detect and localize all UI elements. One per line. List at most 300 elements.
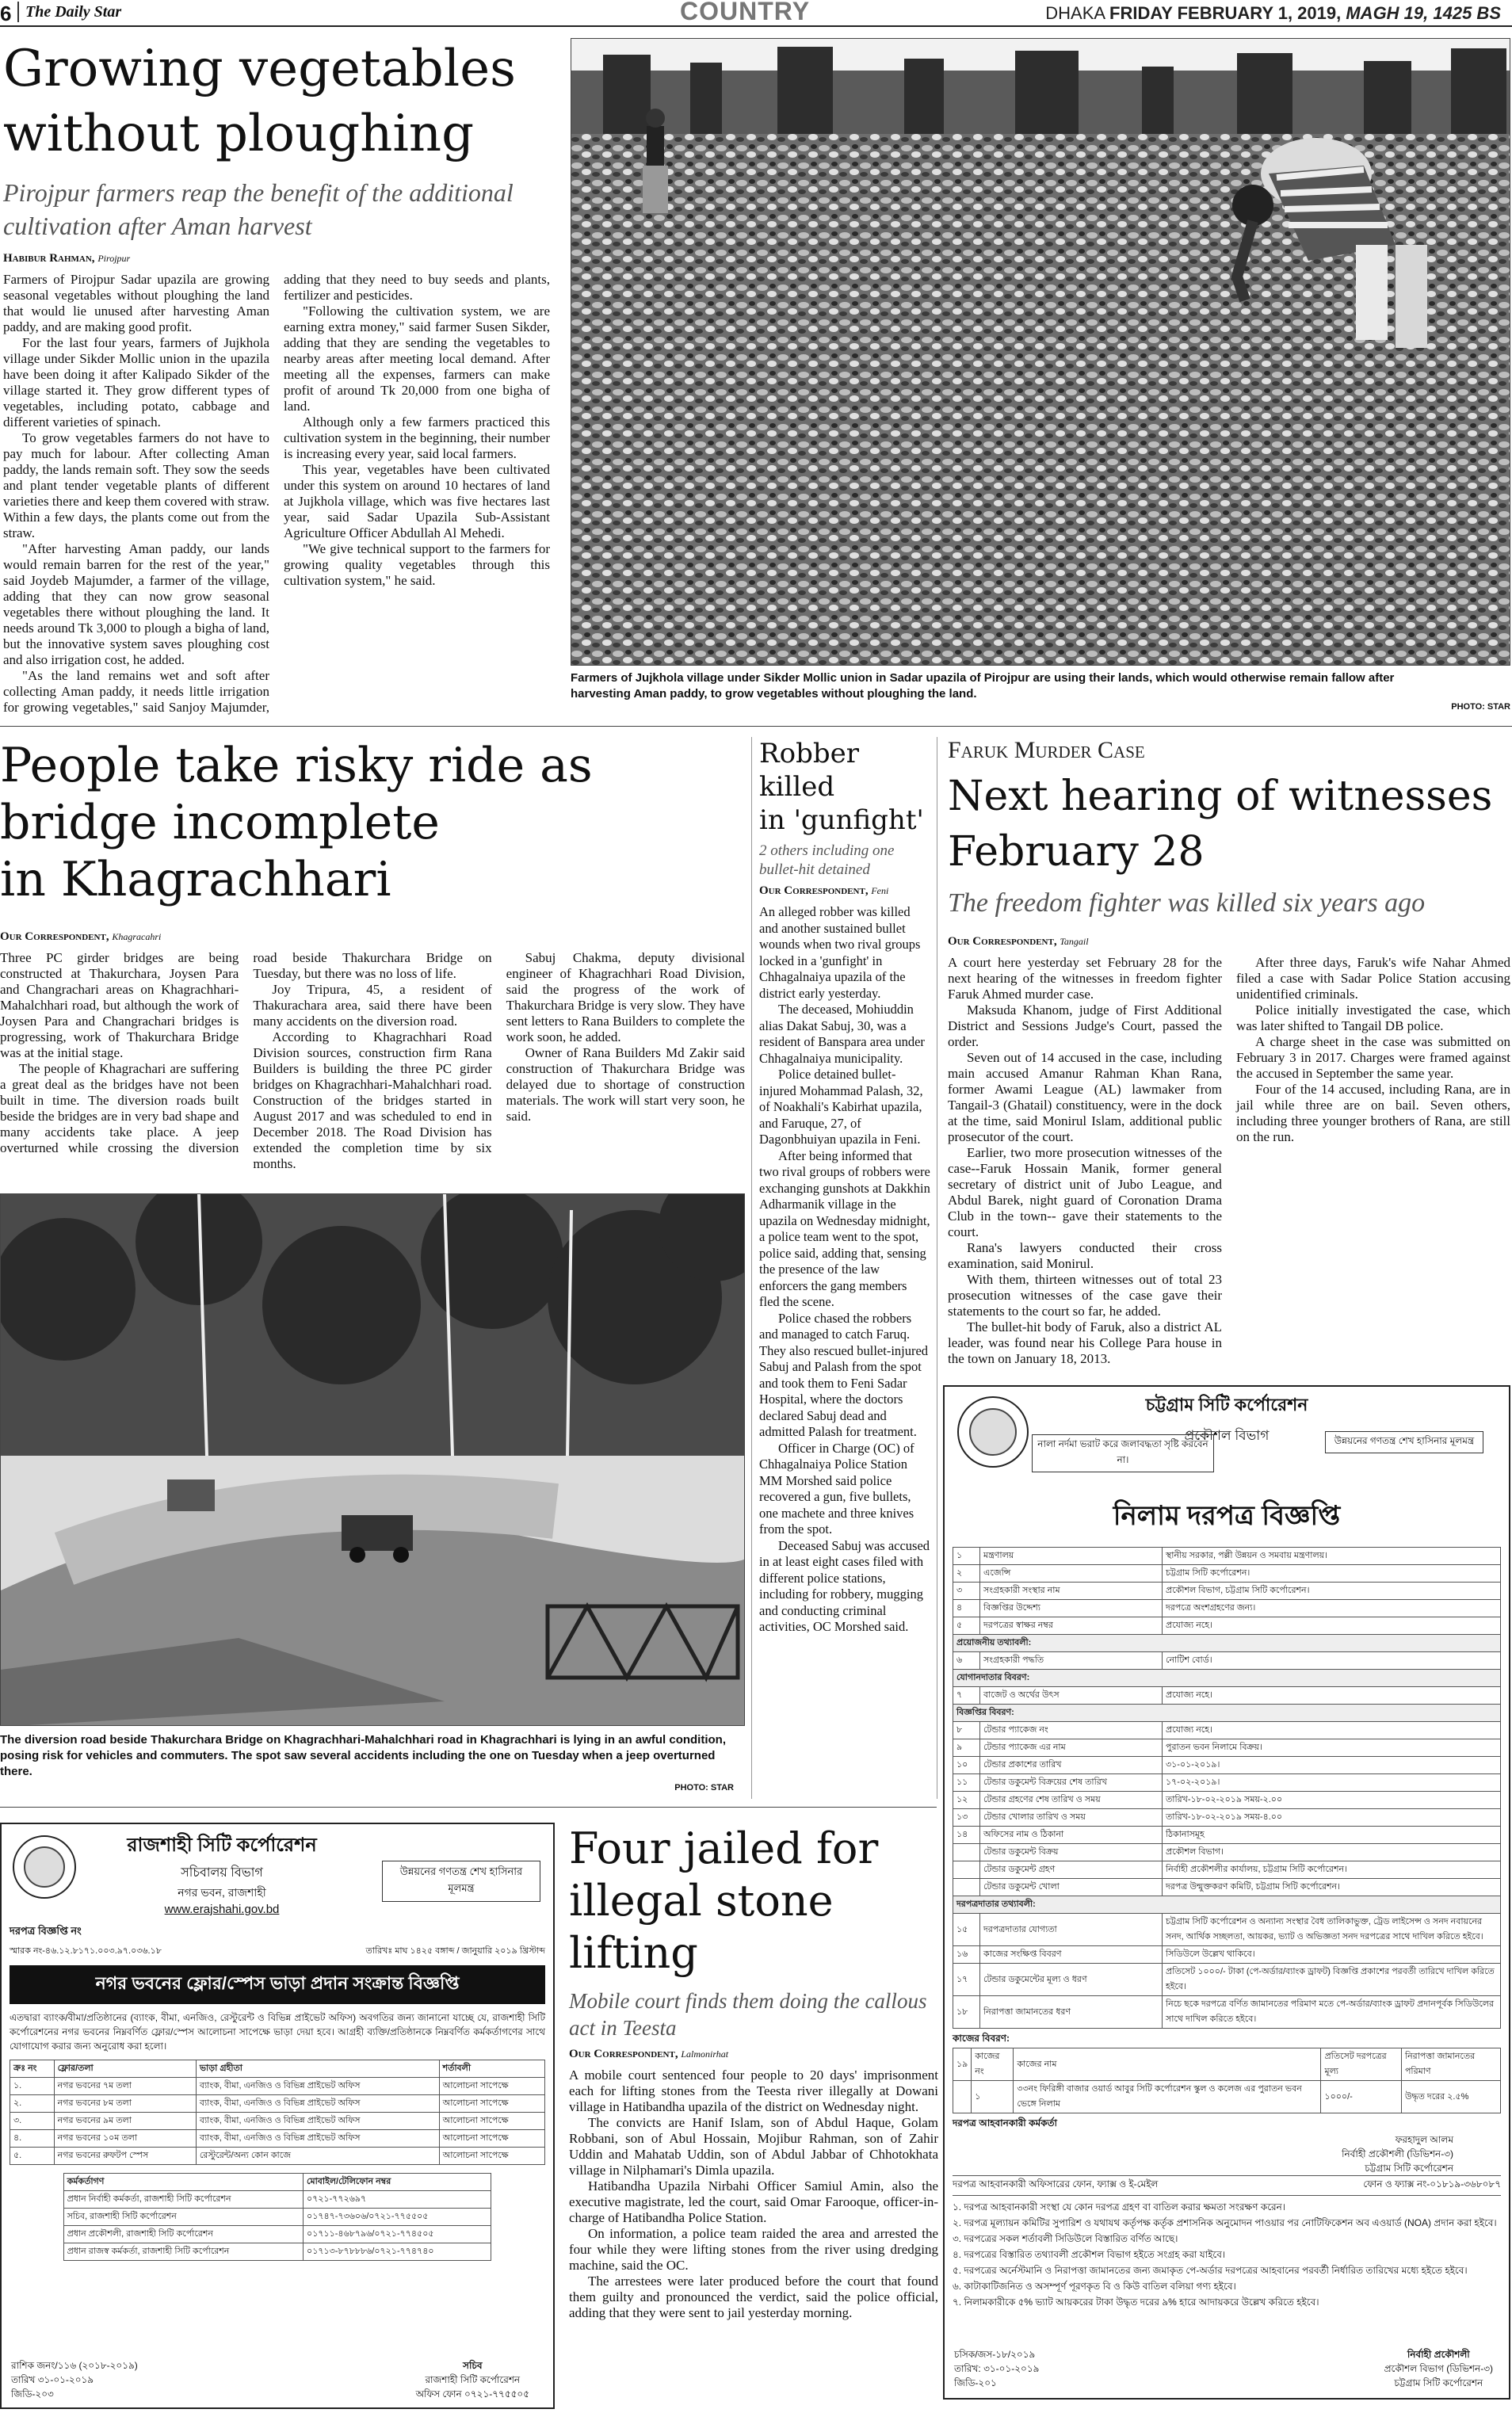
diversion-road-photo [0, 1193, 745, 1726]
story4-headline [948, 769, 1510, 880]
table-cell: নির্বাহী প্রকৌশলীর কার্যালয়, চট্টগ্রাম সিটি কর্পোরেশন। [1163, 1861, 1501, 1879]
ctg-officer-name: ফরহাদুল আলম [1395, 2134, 1453, 2145]
rcc-contact-table [63, 2173, 492, 2261]
table-row [953, 1996, 1501, 2029]
table-cell: সংগ্রহকারী পদ্ধতি [980, 1652, 1163, 1670]
table-cell: টেন্ডার ডকুমেন্টের মূল্য ও ধরণ [980, 1964, 1163, 1996]
table-cell: ১৭-০২-২০১৯। [1163, 1774, 1501, 1792]
story2-body [0, 930, 745, 1184]
condition-item: ২. দরপত্র মূল্যায়ন কমিটির সুপারিশ ও যথাযথ কর্তৃপক্ষ কর্তৃক প্রশাসনিক অনুমোদন পাওয়ার পর নোটিফিকেশন অব এওয়ার্ড (NOA) প্রদান করা হইবে। [953, 2217, 1497, 2228]
paragraph: A charge sheet in the case was submitted on February 3 in 2017. Charges were framed against the accused in September the same year. [1236, 1034, 1510, 1081]
table-row [63, 2243, 491, 2261]
ctg-section-g: দরপত্র আহবানকারী কর্মকর্তা [953, 2117, 1058, 2129]
table-row [953, 1809, 1501, 1827]
table-cell: প্রযোজ্য নহে। [1163, 1687, 1501, 1705]
table-cell: আলোচনা সাপেক্ষে [439, 2130, 544, 2148]
ctg-section-f: কাজের বিবরণ: [953, 2033, 1010, 2044]
rcc-date-bn: মাঘ ১৪২৫ বঙ্গাব্দ [395, 1946, 455, 1956]
table-cell [953, 1879, 980, 1896]
table-cell: ০১৭১৩-৮৭৮৮৮৬/০৭২১-৭৭৪৭৪০ [304, 2243, 491, 2261]
table-cell: চট্টগ্রাম সিটি কর্পোরেশন ও অন্যান্য সংস্থার বৈধ তালিকাভুক্ত, ট্রেড লাইসেন্স ও সনদ নবায়নের সনদ, আর্থিক সচ্ছলতা, আয়কর, ভ্যাট ও অভিজ্ঞতা সনদ দরপত্রের সাথে দাখিল করিতে হইবে। [1163, 1914, 1501, 1946]
table-cell: ৪. [10, 2130, 55, 2148]
page-number: 6 [0, 2, 12, 25]
ctg-title: নিলাম দরপত্র বিজ্ঞপ্তি [1113, 1501, 1341, 1531]
rcc-sign-org: রাজশাহী সিটি কর্পোরেশন [425, 2374, 521, 2385]
table-cell: কাজের নাম [1014, 2048, 1321, 2081]
ctg-section-e: দরপত্রদাতার তথ্যাবলী: [953, 1896, 1501, 1914]
ctg-info-table [953, 1547, 1501, 2029]
story3-headline [759, 737, 930, 837]
condition-item: ৬. কাটাকাটিজনিত ও অসম্পূর্ণ পূরণকৃত বি ও কিউ বাতিল বলিয়া গণ্য হইবে। [953, 2281, 1236, 2292]
rcc-footer-left [11, 2358, 138, 2401]
table-cell: স্থানীয় সরকার, পল্লী উন্নয়ন ও সমবায় মন্ত্রণালয়। [1163, 1548, 1501, 1565]
paragraph: The convicts are Hanif Islam, son of Abdul Haque, Golam Robbani, son of Abul Hossain, Mojibur Rahman, son of Zahir Uddin and Mahatab Uddin, son of Abdul Jabbar of Chhotokhata village in Nilphamari's Dimla upazila. [569, 2115, 938, 2178]
table-cell: ব্যাংক, বীমা, এনজিও ও বিভিন্ন প্রাইভেট অফিস [196, 2130, 439, 2148]
table-cell: এজেন্সি [980, 1565, 1163, 1583]
table-cell: ২. [10, 2095, 55, 2113]
table-cell: ক্রঃ নং [10, 2060, 55, 2078]
paragraph: Police chased the robbers and managed to catch Faruq. They also rescued bullet-injured Sabuj and Palash from the spot and took them to Feni Sadar Hospital, where the doctors declared Sabuj dead and admitted Palash for treatment. [759, 1310, 929, 1439]
table-cell: আলোচনা সাপেক্ষে [439, 2078, 544, 2095]
table-cell: মন্ত্রণালয় [980, 1548, 1163, 1565]
ctg-slogan-right: উন্নয়নের গণতন্ত্র শেখ হাসিনার মূলমন্ত্র [1325, 1431, 1483, 1453]
story4-byline: Our Correspondent, Tangail [948, 935, 1089, 948]
table-cell: টেন্ডার খোলার তারিখ ও সময় [980, 1809, 1163, 1827]
story1-headline-line1: Growing vegetables [3, 40, 516, 98]
table-cell [953, 1861, 980, 1879]
table-row [10, 2130, 545, 2148]
bottom-section-rule [0, 1807, 937, 1808]
story3-byline-place: Feni [871, 885, 889, 896]
rcc-signature [416, 2358, 529, 2401]
table-cell: নগর ভবনের ৮ম তলা [54, 2095, 196, 2113]
table-cell: ০১৭১১-৪৬৮৭৯৬/০৭২১-৭৭৪৫০৫ [304, 2226, 491, 2243]
table-cell: নগর ভবনের রুফটপ স্পেস [54, 2148, 196, 2165]
paragraph: A mobile court sentenced four people to 20 days' imprisonment each for lifting stones from the Teesta river illegally at Dowani village in Hatibandha upazila of the district on Wednesday night. [569, 2067, 938, 2114]
ctg-officer-phone: ফোন ও ফ্যাক্স নং-০১৮১৯-৩৬৮০৮৭ [1363, 2178, 1501, 2190]
story4-text [948, 955, 1510, 1375]
paragraph: This year, vegetables have been cultivated under this system on around 10 hectares of land at Jujkhola village, which was five hectares last year, said Sadar Upazila Sub-Assistant Agriculture Officer Abdullah Al Mehedi. [284, 462, 550, 540]
table-row [953, 1946, 1501, 1964]
paragraph: An alleged robber was killed and another sustained bullet wounds when two rival groups locked in a 'gunfight' in Chhagalnaiya upazila of the district early yesterday. [759, 904, 921, 1001]
rcc-org: রাজশাহী সিটি কর্পোরেশন [127, 1835, 317, 1856]
table-cell: দরপত্রে অংশগ্রহণের জন্য। [1163, 1600, 1501, 1617]
ctg-conditions [953, 2199, 1501, 2310]
paragraph: "Following the cultivation system, we are earning extra money," said farmer Susen Sikder, adding that they are sending the vegetables to nearby areas after meeting local demand. After meeting all the expenses, farmers can make profit of around Tk 20,000 from one bigha of land. [284, 304, 550, 414]
table-row [10, 2095, 545, 2113]
table-row [10, 2113, 545, 2130]
condition-item: ৭. নিলামকারীকে ৫% ভ্যাট আয়করের টাকা উদ্ধৃত দরের ৯% হারে আদায়করে উল্লেখ করিতে হইবে। [953, 2297, 1319, 2308]
masthead [0, 0, 1512, 25]
table-cell: সংগ্রহকারী সংস্থার নাম [980, 1583, 1163, 1600]
table-cell: ৩ [953, 1583, 980, 1600]
paragraph: A court here yesterday set February 28 for the next hearing of the witnesses in freedom fighter Faruk Ahmed murder case. [948, 955, 1222, 1002]
table-cell: টেন্ডার ডকুমেন্ট বিক্রয় [980, 1844, 1163, 1861]
table-cell: ১১ [953, 1774, 980, 1792]
table-row [953, 1565, 1501, 1583]
paragraph: Maksuda Khanom, judge of First Additional District and Sessions Judge's Court, passed the order. [948, 1002, 1222, 1049]
rcc-floor-table [10, 2060, 545, 2165]
ctg-footer-left [954, 2347, 1039, 2390]
ctg-signature [1384, 2347, 1493, 2390]
table-cell: ফ্লোর/তলা [54, 2060, 196, 2078]
story4-headline-line1: Next hearing of witnesses [948, 773, 1493, 820]
table-cell: চট্টগ্রাম সিটি কর্পোরেশন। [1163, 1565, 1501, 1583]
table-cell: ৬ [953, 1652, 980, 1670]
masthead-divider [17, 2, 19, 22]
table-cell: সচিব, রাজশাহী সিটি কর্পোরেশন [63, 2209, 303, 2226]
story3-headline-line2: in 'gunfight' [759, 804, 924, 836]
table-row [63, 2191, 491, 2209]
table-cell: ব্যাংক, বীমা, এনজিও ও বিভিন্ন প্রাইভেট অফিস [196, 2078, 439, 2095]
paragraph: To grow vegetables farmers do not have to pay much for labour. After collecting Aman paddy, the lands remain soft. They sow the seeds and plant tender vegetable plants of different varieties there and keep them covered with straw. Within a few days, the plants come out from the straw. [3, 430, 269, 540]
story2-headline-line1: People take risky ride as [0, 738, 593, 793]
section-label: COUNTRY [680, 0, 811, 25]
table-cell: টেন্ডার ডকুমেন্ট বিক্রয়ের শেষ তারিখ [980, 1774, 1163, 1792]
table-cell: প্রযোজ্য নহে। [1163, 1617, 1501, 1635]
table-cell: বাজেট ও অর্থের উৎস [980, 1687, 1163, 1705]
ctg-officer-phone-label: দরপত্র আহবানকারী অফিসারের ফোন, ফ্যাক্স ও ই-মেইল [953, 2178, 1159, 2190]
paragraph: Officer in Charge (OC) of Chhagalnaiya Police Station MM Morshed said police recovered a gun, five bullets, one machete and three knives from the spot. [759, 1440, 914, 1537]
paragraph: Seven out of 14 accused in the case, including main accused Amanur Rahman Khan Rana, former Awami League (AL) lawmaker from Tangail-3 (Ghatail) constituency, were in the dock at the time, said Monirul Islam, additional public prosecutor of the court. [948, 1050, 1222, 1144]
story4-byline-place: Tangail [1060, 936, 1089, 947]
story1-credit: PHOTO: STAR [1451, 702, 1510, 712]
table-row [953, 1583, 1501, 1600]
story3-byline: Our Correspondent, Feni [759, 884, 889, 897]
table-cell: কাজের নং [972, 2048, 1014, 2081]
story3 [759, 737, 930, 1636]
table-row [953, 1548, 1501, 1565]
table-cell: অফিসের নাম ও ঠিকানা [980, 1827, 1163, 1844]
story4-body [948, 935, 1510, 1379]
table-cell: টেন্ডার ডকুমেন্ট খোলা [980, 1879, 1163, 1896]
table-row [953, 1879, 1501, 1896]
table-cell: ১ [972, 2081, 1014, 2113]
story2-story3-rule [751, 737, 752, 1799]
table-cell: উদ্ধৃত দরের ২.৫% [1401, 2081, 1500, 2113]
table-cell: ঠিকানাসমূহ [1163, 1827, 1501, 1844]
table-cell: আলোচনা সাপেক্ষে [439, 2095, 544, 2113]
rajshahi-notice-ad [0, 1823, 555, 2409]
story5-byline-place: Lalmonirhat [681, 2048, 729, 2060]
story1-byline-place: Pirojpur [97, 253, 131, 264]
table-row [953, 1844, 1501, 1861]
story2-headline-line2: bridge incomplete [0, 795, 440, 850]
table-row [953, 1739, 1501, 1757]
rcc-footer-date: তারিখ ৩১-০১-২০১৯ [11, 2374, 94, 2385]
table-row [953, 1861, 1501, 1879]
ctg-sign-div: প্রকৌশল বিভাগ (ডিভিশন-৩) [1384, 2363, 1493, 2374]
table-cell: প্রতিসেট দরপত্রের মূল্য [1321, 2048, 1402, 2081]
table-row [953, 1600, 1501, 1617]
field-illustration [571, 39, 1510, 666]
rcc-website-link[interactable]: www.erajshahi.gov.bd [164, 1903, 280, 1916]
table-row [953, 1687, 1501, 1705]
table-cell: দরপত্রদাতার যোগ্যতা [980, 1914, 1163, 1946]
paragraph: After three days, Faruk's wife Nahar Ahmed filed a case with Sadar Police Station accusing unidentified criminals. [1236, 955, 1510, 1002]
rcc-date-label: তারিখঃ [365, 1946, 393, 1956]
rajshahi-seal-icon [13, 1835, 76, 1899]
table-cell: ৫. [10, 2148, 55, 2165]
table-row [953, 1757, 1501, 1774]
table-cell: ১৪ [953, 1827, 980, 1844]
paper-name: The Daily Star [25, 3, 122, 21]
table-cell: নগর ভবনের ১০ম তলা [54, 2130, 196, 2148]
chattogram-tender-ad [943, 1385, 1510, 2400]
paragraph: Farmers of Pirojpur Sadar upazila are growing seasonal vegetables without ploughing the land that would lie unused after harvesting Aman paddy, and are making good profit. [3, 272, 269, 334]
story1-text [3, 272, 550, 716]
chattogram-seal-icon [957, 1396, 1029, 1468]
paragraph: The bullet-hit body of Faruk, also a district AL leader, was found near his College Para house in the town on January 18, 2013. [948, 1319, 1222, 1366]
paragraph: After being informed that two rival groups of robbers were exchanging gunshots at Dakkhin Adharmanik village in the upazila on Wednesday midnight, a police team went to the spot, police said, adding that, sensing the presence of the law enforcers the gang members fled the scene. [759, 1147, 930, 1309]
ctg-officer-contact [953, 2175, 1501, 2196]
rcc-dept: সচিবালয় বিভাগ [181, 1866, 263, 1880]
paragraph: "We give technical support to the farmers for growing quality vegetables through this cultivation system," he said. [284, 541, 550, 588]
table-cell: ১০ [953, 1757, 980, 1774]
table-cell: আলোচনা সাপেক্ষে [439, 2148, 544, 2165]
ctg-footer-date: তারিখ: ৩১-০১-২০১৯ [954, 2363, 1040, 2374]
rcc-footer-gd: জিডি-২০৩ [11, 2388, 54, 2400]
table-cell: প্রতিসেট ১০০০/- টাকা (পে-অর্ডার/ব্যাংক ড্রাফট) বিজ্ঞপ্তি প্রকাশের পরবর্তী তারিখে দাখিল করিতে হইবে। [1163, 1964, 1501, 1996]
table-cell: নগর ভবনের ৭ম তলা [54, 2078, 196, 2095]
story4-kicker: Faruk Murder Case [948, 737, 1145, 763]
table-row [953, 1722, 1501, 1739]
table-row [953, 1827, 1501, 1844]
table-cell: ১০০০/- [1321, 2081, 1402, 2113]
rcc-address: নগর ভবন, রাজশাহী [178, 1886, 266, 1899]
table-cell: দরপত্র উন্মুক্তকরণ কমিটি, চট্টগ্রাম সিটি কর্পোরেশন। [1163, 1879, 1501, 1896]
road-illustration [1, 1194, 745, 1726]
condition-item: ৩. দরপত্রের সকল শর্তাবলী সিডিউলে বিস্তারিত বর্ণিত আছে। [953, 2233, 1178, 2244]
table-cell: টেন্ডার প্যাকেজ এর নাম [980, 1739, 1163, 1757]
table-cell: নোটিশ বোর্ড। [1163, 1652, 1501, 1670]
story1-body [3, 252, 550, 720]
table-row [953, 1617, 1501, 1635]
table-cell: ব্যাংক, বীমা, এনজিও ও বিভিন্ন প্রাইভেট অফিস [196, 2113, 439, 2130]
story1-headline [3, 36, 558, 166]
table-cell: নিরাপত্তা জামানতের পরিমাণ [1401, 2048, 1500, 2081]
table-cell: প্রধান রাজস্ব কর্মকর্তা, রাজশাহী সিটি কর্পোরেশন [63, 2243, 303, 2261]
story5-headline-line2: illegal stone [569, 1876, 834, 1926]
paragraph: Three PC girder bridges are being constructed at Thakurchara, Joysen Para and Changrachari areas on Khagrachhari-Mahalchhari road, but although the work of Joysen Para and Changrachari bridges is progressing, work of Thakurchara Bridge was at the initial stage. [0, 950, 239, 1060]
paragraph: "After harvesting Aman paddy, our lands would remain barren for the rest of the year," said Joydeb Majumder, a farmer of the village, adding that they can now grow seasonal vegetables there without ploughing the land. It needs around Tk 3,000 to plough a bigha of land, but the innovative system saves ploughing cost and also irrigation cost, he added. [3, 541, 269, 667]
table-cell: ভাড়া গ্রহীতা [196, 2060, 439, 2078]
table-row [10, 2078, 545, 2095]
ctg-work-table [953, 2048, 1501, 2113]
table-cell: ০৭২১-৭৭২৬৯৭ [304, 2191, 491, 2209]
table-cell: ১২ [953, 1792, 980, 1809]
table-cell [953, 1844, 980, 1861]
ctg-officer-title: নির্বাহী প্রকৌশলী (ডিভিশন-৩) [1342, 2148, 1453, 2159]
table-cell: ১ [953, 1548, 980, 1565]
table-row [953, 1774, 1501, 1792]
paragraph: Police initially investigated the case, which was later shifted to Tangail DB police. [1236, 1002, 1510, 1033]
table-cell: ৩. [10, 2113, 55, 2130]
table-cell: ৩৩নং ফিরিঙ্গী বাজার ওয়ার্ড আবুর সিটি কর্পোরেশন স্কুল ও কলেজ এর পুরাতন ভবন ভেঙ্গে নিলাম [1014, 2081, 1321, 2113]
story4-headline-line2: February 28 [948, 828, 1205, 876]
condition-item: ১. দরপত্র আহবানকারী সংস্থা যে কোন দরপত্র গ্রহণ বা বাতিল করার ক্ষমতা সংরক্ষণ করেন। [953, 2201, 1286, 2213]
table-cell: কর্মকর্তাগণ [63, 2174, 303, 2191]
dateline-bangla: MAGH 19, 1425 BS [1346, 3, 1501, 23]
paragraph: For the last four years, farmers of Jujkhola village under Sikder Mollic union in the upazila have been doing it after Kalipado Sikder of the village started it. They grow different types of vegetables, including potato, cabbage and different varieties of spinach. [3, 335, 269, 430]
table-cell: রেস্টুরেন্ট/অন্য কোন কাজে [196, 2148, 439, 2165]
table-cell: আলোচনা সাপেক্ষে [439, 2113, 544, 2130]
rcc-notice-no: দরপত্র বিজ্ঞপ্তি নং [10, 1925, 82, 1937]
rcc-memo-row: স্মারক নং-৪৬.১২.৮১৭১.০০৩.৯৭.০৩৬.১৮ তারিখঃ মাঘ ১৪২৫ বঙ্গাব্দ / জানুয়ারি ২০১৯ খ্রিস্টাব্দ [10, 1944, 545, 1959]
masthead-rule [0, 25, 1512, 27]
table-row [63, 2226, 491, 2243]
top-section-rule [0, 726, 1512, 727]
paragraph: Police detained bullet-injured Mohammad Palash, 32, of Noakhali's Kabirhat upazila, and Faruque, 27, of Dagonbhuiyan upazila in Feni. [759, 1067, 923, 1147]
ctg-section-d: বিজ্ঞপ্তির বিবরণ: [953, 1705, 1501, 1722]
rcc-memo: স্মারক নং-৪৬.১২.৮১৭১.০০৩.৯৭.০৩৬.১৮ [10, 1946, 162, 1956]
condition-item: ৪. দরপত্রের বিস্তারিত তথ্যাবলী প্রকৌশল বিভাগ হইতে সংগ্রহ করা যাইবে। [953, 2249, 1226, 2260]
table-cell: নিরাপত্তা জামানতের ধরণ [980, 1996, 1163, 2029]
table-cell: ৪ [953, 1600, 980, 1617]
paragraph: Owner of Rana Builders Md Zakir said construction of Thakurchara Bridge was delayed due to shortage of construction materials. The work will start very soon, he said. [506, 1045, 745, 1124]
paragraph: The deceased, Mohiuddin alias Dakat Sabuj, 30, was a resident of Banspara area under Chhagalnaiya municipality. [759, 1002, 925, 1066]
table-row [953, 1652, 1501, 1670]
table-cell: পুরাতন ভবন নিলামে বিক্রয়। [1163, 1739, 1501, 1757]
table-cell: ব্যাংক, বীমা, এনজিও ও বিভিন্ন প্রাইভেট অফিস [196, 2095, 439, 2113]
table-cell: ৩১-০১-২০১৯। [1163, 1757, 1501, 1774]
paragraph: According to Khagrachhari Road Division sources, construction firm Rana Builders is building the three PC girder bridges on Khagrachhari-Mahalchhari road. Construction of the bridges started in August 2017 and was scheduled to end in December 2018. The Road Division has extended the completion time by six months. [253, 1029, 492, 1171]
table-cell: ১৭ [953, 1964, 980, 1996]
table-cell: ০১৭৪৭-৭৩৬০৬/০৭২১-৭৭৫৫০৫ [304, 2209, 491, 2226]
table-row [10, 2148, 545, 2165]
ctg-sign-title: নির্বাহী প্রকৌশলী [1407, 2349, 1470, 2360]
condition-item: ৫. দরপত্রের অর্নেস্টমানি ও নিরাপত্তা জামানতের জন্য জমাকৃত পে-অর্ডার দরপত্রের আহবানের পরবর্তী নির্ধারিত তারিখের মধ্যে হইতে হইবে। [953, 2265, 1468, 2276]
ctg-org: চট্টগ্রাম সিটি কর্পোরেশন [1145, 1395, 1308, 1415]
table-cell: সিডিউলে উল্লেখ থাকিবে। [1163, 1946, 1501, 1964]
story4-deck: The freedom fighter was killed six years ago [948, 888, 1426, 918]
table-cell: মোবাইল/টেলিফোন নম্বর [304, 2174, 491, 2191]
table-cell: নিচে ছকে দরপত্রে বর্ণিত জামানতের পরিমাণ মতে পে-অর্ডার/ব্যাংক ড্রাফট প্রদানপূর্বক সিডিউলের সাথে দাখিল করিতে হইবে। [1163, 1996, 1501, 2029]
table-cell: দরপত্রের স্বাক্ষর নম্বর [980, 1617, 1163, 1635]
table-cell: প্রকৌশল বিভাগ, চট্টগ্রাম সিটি কর্পোরেশন। [1163, 1583, 1501, 1600]
table-cell: ৯ [953, 1739, 980, 1757]
story2-text [0, 950, 745, 1182]
story2-headline [0, 737, 745, 908]
story2-byline-place: Khagracahri [112, 931, 162, 942]
table-cell: প্রধান প্রকৌশলী, রাজশাহী সিটি কর্পোরেশন [63, 2226, 303, 2243]
table-row [953, 1914, 1501, 1946]
rcc-footer-ref: রাশিক জনং/১১৬ (২০১৮-২০১৯) [11, 2360, 138, 2371]
table-cell: ১. [10, 2078, 55, 2095]
paragraph: Deceased Sabuj was accused in at least eight cases filed with different police stations, including for robbery, mugging and conducting criminal activities, OC Morshed said. [759, 1537, 930, 1634]
ctg-officer-org: চট্টগ্রাম সিটি কর্পোরেশন [1365, 2163, 1453, 2174]
story1-caption: Farmers of Jujkhola village under Sikder Mollic union in Sadar upazila of Pirojpur are using their lands, which would otherwise remain fallow after harvesting Aman paddy, to grow vegetables without ploughing the land. [571, 671, 1395, 701]
vegetable-field-photo [571, 38, 1510, 666]
rcc-sign-phone: অফিস ফোন ০৭২১-৭৭৫৫০৫ [415, 2388, 529, 2400]
table-cell: বিজ্ঞপ্তির উদ্দেশ্য [980, 1600, 1163, 1617]
story2-credit: PHOTO: STAR [674, 1783, 734, 1793]
table-cell: প্রধান নির্বাহী কর্মকর্তা, রাজশাহী সিটি কর্পোরেশন [63, 2191, 303, 2209]
rcc-title: নগর ভবনের ফ্লোর/স্পেস ভাড়া প্রদান সংক্রান্ত বিজ্ঞপ্তি [10, 1965, 545, 2004]
table-row [63, 2209, 491, 2226]
table-cell: প্রযোজ্য নহে। [1163, 1722, 1501, 1739]
story5 [569, 1823, 938, 2321]
ctg-sign-org: চট্টগ্রাম সিটি কর্পোরেশন [1394, 2377, 1483, 2388]
ctg-slogan-left: নালা নর্দমা ভরাট করে জলাবদ্ধতা সৃষ্টি করবেন না। [1032, 1434, 1214, 1472]
story2-caption: The diversion road beside Thakurchara Bridge on Khagrachhari-Mahalchhari road in Khagrachhari is lying in an awful condition, posing risk for vehicles and commuters. The spot saw several accidents including the one on Tuesday when a jeep overturned there. [0, 1733, 727, 1778]
table-cell: ৭ [953, 1687, 980, 1705]
table-cell: ১৩ [953, 1809, 980, 1827]
story2-byline: Our Correspondent, Khagracahri [0, 930, 162, 943]
table-cell: কাজের সংক্ষিপ্ত বিবরণ [980, 1946, 1163, 1964]
story5-headline [569, 1823, 938, 1980]
paragraph: With them, thirteen witnesses out of total 23 prosecution witnesses of the case gave their statements to the court so far, he added. [948, 1272, 1222, 1319]
paragraph: On information, a police team raided the area and arrested the four while they were lifting stones from the river using dredging machine, said the OC. [569, 2226, 938, 2273]
paragraph: Sabuj Chakma, deputy divisional engineer of Khagrachhari Road Division, said the progress of the work of Thakurchara Bridge is very slow. They have sent letters to Rana Builders to complete the work soon, he added. [506, 950, 745, 1044]
paragraph: Although only a few farmers practiced this cultivation system in the beginning, their number is increasing every year, said local farmers. [284, 414, 550, 461]
ctg-officer [953, 2132, 1453, 2175]
story3-text [759, 904, 930, 1636]
paragraph: The people of Khagrachari are suffering a great deal as the bridges have not been built in time. The diversion roads built beside the bridges are in very bad shape and many accidents take place. A jeep overturned while crossing the diversion road beside Thakurchara Bridge on Tuesday, but there was no loss of life. [0, 950, 492, 1155]
table-cell: টেন্ডার প্রকাশের তারিখ [980, 1757, 1163, 1774]
ctg-footer-gd: জিডি-২০১ [954, 2377, 997, 2388]
paragraph: Four of the 14 accused, including Rana, are in jail while three are on bail. Seven others, including three younger brothers of Rana, are still on the run. [1236, 1082, 1510, 1144]
table-cell: শর্তাবলী [439, 2060, 544, 2078]
story1-headline-line2: without ploughing [3, 105, 475, 163]
table-cell: টেন্ডার প্যাকেজ নং [980, 1722, 1163, 1739]
table-cell: প্রকৌশল বিভাগ। [1163, 1844, 1501, 1861]
paragraph: Hatibandha Upazila Nirbahi Officer Samiul Amin, also the executive magistrate, led the court, said Omar Farooque, officer-in-charge of Hatibandha Police Station. [569, 2178, 938, 2225]
paragraph: Joy Tripura, 45, a resident of Thakurachara area, said there have been many accidents on the diversion road. [253, 982, 492, 1029]
rcc-sign-title: সচিব [463, 2360, 483, 2371]
dateline-date: FRIDAY FEBRUARY 1, 2019, [1109, 3, 1342, 23]
paragraph: The arrestees were later produced before the court that found them guilty and pronounced the verdict, said the police official, adding that they were sent to jail yesterday morning. [569, 2274, 938, 2320]
table-cell: টেন্ডার গ্রহণের শেষ তারিখ ও সময় [980, 1792, 1163, 1809]
table-cell: ১৫ [953, 1914, 980, 1946]
story5-byline: Our Correspondent, Lalmonirhat [569, 2048, 729, 2060]
dateline-city: DHAKA [1045, 3, 1105, 23]
table-cell: ৫ [953, 1617, 980, 1635]
table-cell: ২ [953, 1565, 980, 1583]
table-cell: ১৮ [953, 1996, 980, 2029]
table-cell: ৮ [953, 1722, 980, 1739]
table-row [953, 1792, 1501, 1809]
story5-headline-line1: Four jailed for [569, 1823, 879, 1873]
story2-headline-line3: in Khagrachhari [0, 852, 391, 907]
paragraph: "As the land remains wet and soft after collecting Aman paddy, it needs little irrigation for growing vegetables," said Sanjoy Majumder, adding that they need to buy seeds and plants, fertilizer and pesticides. [3, 272, 550, 715]
table-row [953, 1964, 1501, 1996]
ctg-footer-ref: চসিক/জস-১৮/২০১৯ [954, 2349, 1036, 2360]
table-cell: তারিখ-১৮-০২-২০১৯ সময়-২.০০ [1163, 1792, 1501, 1809]
table-cell: ১৬ [953, 1946, 980, 1964]
table-cell [953, 2081, 972, 2113]
table-cell: নগর ভবনের ৯ম তলা [54, 2113, 196, 2130]
paragraph: Earlier, two more prosecution witnesses of the case--Faruk Hossain Manik, former general secretary of district unit of Jubo League, and Abdul Barek, night guard of Coronation Drama Club in the town-- gave their statements to the court. [948, 1145, 1222, 1239]
table-cell: ১৯ [953, 2048, 972, 2081]
story5-headline-line3: lifting [569, 1928, 698, 1978]
rcc-intro: এতদ্বারা ব্যাংক/বীমা/প্রতিষ্ঠানের (ব্যাংক, বীমা, এনজিও, রেস্টুরেন্ট ও বিভিন্ন প্রাইভেট অফিস) অবগতির জন্য জানানো যাচ্ছে যে, রাজশাহী সিটি কর্পোরেশনের নগর ভবনের নিম্নবর্ণিত ফ্লোর/স্পেস আলোচনা সাপেক্ষে ভাড়া দেয়া হবে। আগ্রহী ব্যক্তি/প্রতিষ্ঠানকে নিম্নবর্ণিত কর্মকর্তাগণের সাথে যোগাযোগ করার জন্য অনুরোধ করা হলো। [10, 2012, 545, 2052]
story3-deck: 2 others including one bullet-hit detained [759, 842, 895, 878]
ctg-section-c: যোগানদাতার বিবরণ: [953, 1670, 1501, 1687]
dateline [1045, 3, 1501, 24]
story5-text [569, 2067, 938, 2321]
ctg-dept: প্রকৌশল বিভাগ [1184, 1428, 1270, 1443]
table-cell: তারিখ-১৮-০২-২০১৯ সময়-৪.০০ [1163, 1809, 1501, 1827]
ctg-section-b: প্রয়োজনীয় তথ্যাবলী: [953, 1635, 1501, 1652]
story1-deck: Pirojpur farmers reap the benefit of the additional cultivation after Aman harvest [3, 178, 514, 240]
story5-deck: Mobile court finds them doing the callous act in Teesta [569, 1989, 927, 2040]
table-cell: টেন্ডার ডকুমেন্ট গ্রহণ [980, 1861, 1163, 1879]
story3-headline-line1: Robber killed [759, 738, 859, 803]
story1-byline: Habibur Rahman, Pirojpur [3, 252, 131, 265]
paragraph: Rana's lawyers conducted their cross examination, said Monirul. [948, 1240, 1222, 1271]
rcc-slogan: উন্নয়নের গণতন্ত্র শেখ হাসিনার মূলমন্ত্র [382, 1861, 540, 1902]
